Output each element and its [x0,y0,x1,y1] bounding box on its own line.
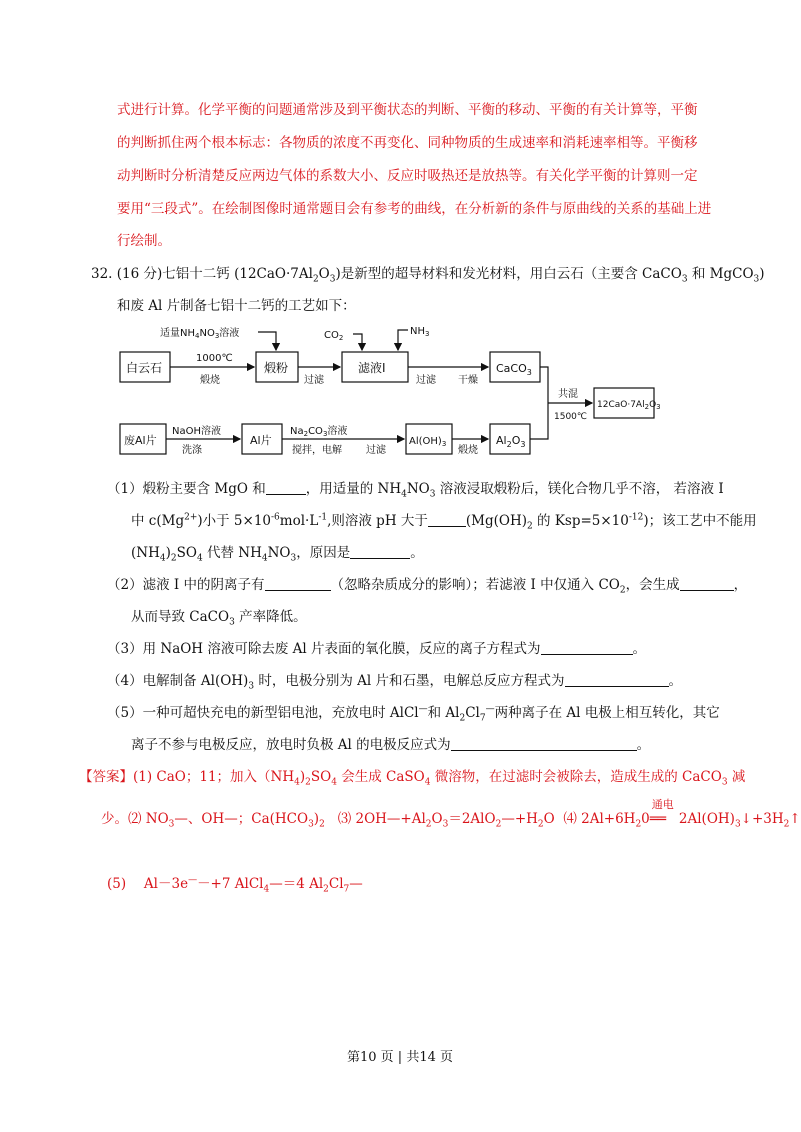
q4-line: （4）电解制备 $Al(OH)_3$ 时，电极分别为 Al 片和石墨，电解总反应方程式为 。 [107,673,683,692]
question-intro-d: ) [759,266,765,282]
electrolysis-equals-sign: 通电 ══ [650,809,666,829]
label-guolv-1: 过滤 [304,375,324,386]
question-intro-c: 和 MgCO [687,266,754,282]
answer-line-3: (5) Al－3e—－+7 AlCl$_4$—＝4 $Al_2Cl_7—$ [107,875,363,895]
box-label-al2o3: $Al_2O_3$ [496,434,526,449]
q3-blank[interactable] [541,640,633,655]
analysis-line-3: 动判断时分析清楚反应两边气体的系数大小、反应时吸热还是放热等。有关化学平衡的计算则一定 [117,168,698,184]
q2-blank-1[interactable] [265,576,331,591]
box-label-product: $12CaO\cdot 7Al_2O_3$ [597,400,661,411]
box-label-al: Al片 [250,434,272,447]
q5-blank[interactable] [451,736,637,751]
label-shiliang-nh4no3: 适量$NH_4NO_3$溶液 [160,328,240,340]
label-na2co3: $Na_2CO_3$溶液 [290,426,348,438]
analysis-line-2: 的判断抓住两个根本标志：各物质的浓度不再变化、同种物质的生成速率和消耗速率相等。平衡移 [117,135,698,151]
label-guolv-3: 过滤 [366,445,386,456]
q4-blank[interactable] [565,672,669,687]
label-duanshao: 煅烧 [200,375,220,386]
box-label-duanfen: 煅粉 [264,361,289,375]
analysis-line-4: 要用“三段式”。在绘制图像时通常题目会有参考的曲线，在分析新的条件与原曲线的关系的基础上进 [117,201,712,217]
q1-line-2: 中 $c(Mg^{2+})$小于 $5\times 10^{-6}mol\cdot L^{-1}$,则溶液 pH 大于 ($Mg(OH)_2$ 的 $Ksp=5\times 10^{-12}$)；该工艺中不能用 [131,512,757,532]
q2-blank-2[interactable] [680,576,734,591]
q2-line-2: 从而导致 CaCO$_3$ 产率降低。 [131,609,307,628]
box-label-lvye1: 滤液I [358,361,386,375]
label-duanshao-2: 煅烧 [458,445,478,456]
process-flow-diagram [118,322,661,472]
page-footer: 第10 页 | 共14 页 [347,1050,453,1065]
label-xidi: 洗涤 [182,445,202,456]
box-label-aloh3: $Al(OH)_3$ [409,436,447,448]
label-ganzao: 干燥 [458,375,478,386]
q2-line-1: （2）滤液 I 中的阴离子有 （忽略杂质成分的影响）；若滤液 I 中仅通入 $CO_2$，会生成 ， [107,577,748,596]
q1-blank-1[interactable] [266,480,306,495]
label-co2: $CO_2$ [324,330,344,342]
tongdian-label: 通电 [651,798,674,811]
q3-line: （3）用 NaOH 溶液可除去废 Al 片表面的氧化膜，反应的离子方程式为 。 [107,641,647,657]
analysis-line-5: 行绘制。 [117,233,171,249]
label-guolv-2: 过滤 [416,375,436,386]
analysis-line-1: 式进行计算。化学平衡的问题通常涉及到平衡状态的判断、平衡的移动、平衡的有关计算等，平衡 [117,102,698,118]
box-label-baiyunshi: 白云石 [126,361,163,375]
q5-line-2: 离子不参与电极反应，放电时负极 Al 的电极反应式为 。 [131,737,651,753]
label-jiaoban: 搅拌，电解 [292,445,342,456]
question-intro-b: )是新型的超导材料和发光材料，用白云石（主要含 CaCO [335,266,682,282]
q1-line-3: $(NH_4)_2SO_4$ 代替 $NH_4NO_3$，原因是 。 [131,545,424,564]
question-intro: 32. (16 分)七铝十二钙 $(12CaO\cdot 7Al_2O_3)$是新型的超导材料和发光材料，用白云石（主要含 CaCO$_3$ 和 MgCO$_3$) [91,266,765,285]
box-label-caco3: CaCO$_3$ [496,362,532,377]
q1-blank-3[interactable] [350,544,410,559]
q5-line-1: （5）一种可超快充电的新型铝电池，充放电时 AlCl—和 $Al_2Cl_7^—$两种离子在 Al 电极上相互转化，其它 [107,704,720,724]
label-1500c: 1500℃ [554,412,588,422]
q1-line-1: （1）煅粉主要含 MgO 和 ，用适量的 $NH_4NO_3$ 溶液浸取煅粉后，镁化合物几乎不溶， 若溶液 I [107,481,724,500]
question-intro-line2: 和废 Al 片制备七铝十二钙的工艺如下： [117,298,356,314]
label-nh3: $NH_3$ [410,326,430,338]
box-label-feial: 废Al片 [124,434,157,447]
label-naoh: NaOH溶液 [172,426,221,437]
label-1000c: 1000℃ [196,353,233,364]
question-intro-a: 七铝十二钙 (12CaO·7Al [162,266,313,282]
question-number: 32. [91,266,113,282]
label-gonghun: 共混 [558,389,578,400]
answer-tag: 【答案】 [79,769,133,785]
q1-blank-2[interactable] [428,512,466,527]
answer-line-1: 【答案】(1) CaO；11；加入$(NH_4)_2SO_4$ 会生成 CaSO$_4$ 微溶物，在过滤时会被除去，造成生成的 CaCO$_3$ 减 [79,769,746,788]
answer-line-2: 少。⑵ $NO_3—$、OH—；$Ca(HCO_3)_2$ ⑶ $2OH—+Al_2O_3=2AlO_2—+H_2O$ ⑷ $2Al+6H_20$ 通电 ══ $2Al(OH)_3↓+3H_2↑$ [101,809,801,829]
question-score: (16 分) [116,266,163,282]
